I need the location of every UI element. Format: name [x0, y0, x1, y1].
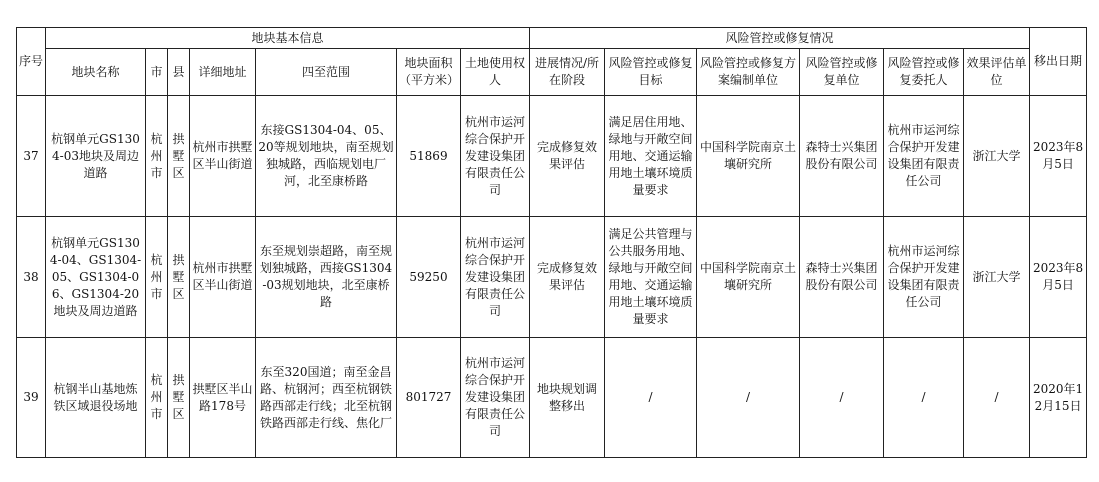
- city-cell: 杭州市: [146, 338, 168, 458]
- repair-unit-header: 风险管控或修复单位: [800, 49, 884, 96]
- client-header: 风险管控或修复委托人: [884, 49, 964, 96]
- target-cell: /: [605, 338, 697, 458]
- soil-remediation-table: [16, 27, 1087, 458]
- removal-date-cell: 2023年8月5日: [1030, 96, 1087, 217]
- seq-cell: 37: [17, 96, 46, 217]
- boundaries-header: 四至范围: [256, 49, 397, 96]
- repair-unit-cell: /: [800, 338, 884, 458]
- seq-cell: 39: [17, 338, 46, 458]
- client-cell: /: [884, 338, 964, 458]
- target-header: 风险管控或修复目标: [605, 49, 697, 96]
- boundaries-cell: 东至320国道；南至金昌路、杭钢河；西至杭钢铁路西部走行线；北至杭钢铁路西部走行线、焦化厂: [256, 338, 397, 458]
- progress-cell: 完成修复效果评估: [530, 96, 605, 217]
- plan-unit-cell: 中国科学院南京土壤研究所: [697, 96, 800, 217]
- boundaries-cell: 东至规划崇超路，南至规划独城路，西接GS1304-03规划地块，北至康桥路: [256, 217, 397, 338]
- removal-date-cell: 2020年12月15日: [1030, 338, 1087, 458]
- removal-date-header: 移出日期: [1030, 28, 1087, 96]
- client-cell: 杭州市运河综合保护开发建设集团有限责任公司: [884, 96, 964, 217]
- address-cell: 拱墅区半山路178号: [190, 338, 256, 458]
- table-row: [17, 96, 1087, 217]
- plan-unit-cell: 中国科学院南京土壤研究所: [697, 217, 800, 338]
- parcel-name-header: 地块名称: [46, 49, 146, 96]
- progress-cell: 完成修复效果评估: [530, 217, 605, 338]
- plan-unit-header: 风险管控或修复方案编制单位: [697, 49, 800, 96]
- eval-unit-cell: /: [964, 338, 1030, 458]
- progress-header: 进展情况/所在阶段: [530, 49, 605, 96]
- county-header: 县: [168, 49, 190, 96]
- address-header: 详细地址: [190, 49, 256, 96]
- progress-cell: 地块规划调整移出: [530, 338, 605, 458]
- parcel-name-cell: 杭钢半山基地炼铁区域退役场地: [46, 338, 146, 458]
- risk-control-header: 风险管控或修复情况: [530, 28, 1030, 49]
- repair-unit-cell: 森特士兴集团股份有限公司: [800, 217, 884, 338]
- land-user-cell: 杭州市运河综合保护开发建设集团有限责任公司: [461, 338, 530, 458]
- seq-cell: 38: [17, 217, 46, 338]
- seq-header: 序号: [17, 28, 46, 96]
- boundaries-cell: 东接GS1304-04、05、20等规划地块，南至规划独城路，西临规划电厂河，北至康桥路: [256, 96, 397, 217]
- parcel-name-cell: 杭钢单元GS1304-04、GS1304-05、GS1304-06、GS1304-20地块及周边道路: [46, 217, 146, 338]
- target-cell: 满足公共管理与公共服务用地、绿地与开敞空间用地、交通运输用地土壤环境质量要求: [605, 217, 697, 338]
- eval-unit-header: 效果评估单位: [964, 49, 1030, 96]
- group-header-row: [17, 28, 1087, 49]
- table-row: [17, 338, 1087, 458]
- city-cell: 杭州市: [146, 217, 168, 338]
- county-cell: 拱墅区: [168, 217, 190, 338]
- land-user-cell: 杭州市运河综合保护开发建设集团有限责任公司: [461, 217, 530, 338]
- target-cell: 满足居住用地、绿地与开敞空间用地、交通运输用地土壤环境质量要求: [605, 96, 697, 217]
- plan-unit-cell: /: [697, 338, 800, 458]
- parcel-name-cell: 杭钢单元GS1304-03地块及周边道路: [46, 96, 146, 217]
- address-cell: 杭州市拱墅区半山街道: [190, 96, 256, 217]
- area-cell: 59250: [397, 217, 461, 338]
- basic-info-header: 地块基本信息: [46, 28, 530, 49]
- land-user-cell: 杭州市运河综合保护开发建设集团有限责任公司: [461, 96, 530, 217]
- area-header: 地块面积（平方米）: [397, 49, 461, 96]
- table-row: [17, 217, 1087, 338]
- area-cell: 801727: [397, 338, 461, 458]
- client-cell: 杭州市运河综合保护开发建设集团有限责任公司: [884, 217, 964, 338]
- area-cell: 51869: [397, 96, 461, 217]
- repair-unit-cell: 森特士兴集团股份有限公司: [800, 96, 884, 217]
- column-header-row: [17, 49, 1087, 96]
- city-header: 市: [146, 49, 168, 96]
- address-cell: 杭州市拱墅区半山街道: [190, 217, 256, 338]
- removal-date-cell: 2023年8月5日: [1030, 217, 1087, 338]
- city-cell: 杭州市: [146, 96, 168, 217]
- county-cell: 拱墅区: [168, 96, 190, 217]
- county-cell: 拱墅区: [168, 338, 190, 458]
- land-user-header: 土地使用权人: [461, 49, 530, 96]
- eval-unit-cell: 浙江大学: [964, 217, 1030, 338]
- eval-unit-cell: 浙江大学: [964, 96, 1030, 217]
